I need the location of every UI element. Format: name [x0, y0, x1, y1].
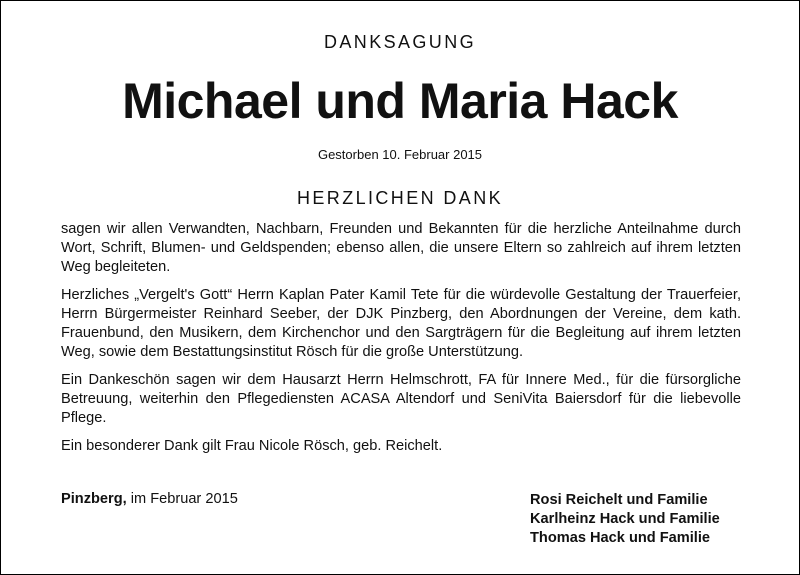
paragraph-special-thanks: Ein besonderer Dank gilt Frau Nicole Rösch, geb. Reichelt. — [61, 438, 443, 454]
thanks-body — [61, 220, 741, 465]
date-text: im Februar 2015 — [126, 491, 238, 507]
paragraph-ceremony: Herzliches „Vergelt's Gott“ Herrn Kaplan Pater Kamil Tete für die würdevolle Gestaltung der Trauerfeier, Herrn Bürgermeister Reinhard Seeber, der DJK Pinzberg, den Abordnungen der Vereine, dem kath. Frauenbund, den Musikern, dem Kirchenchor und den Sargträgern für die Begleitung auf ihrem letzten Weg, sowie dem Bestattungsinstitut Rösch für die große Unterstützung. — [61, 287, 741, 360]
thanks-heading: HERZLICHEN DANK — [296, 188, 504, 208]
deceased-names: Michael und Maria Hack — [122, 73, 678, 129]
signatures — [530, 491, 720, 548]
place-date — [61, 491, 238, 507]
death-date: Gestorben 10. Februar 2015 — [317, 147, 483, 162]
signature-line: Thomas Hack und Familie — [530, 530, 711, 546]
paragraph-care: Ein Dankeschön sagen wir dem Hausarzt Herrn Helmschrott, FA für Innere Med., für die fürsorgliche Betreuung, weiterhin den Pflegediensten ACASA Altendorf und SeniVita Baiersdorf für die liebevolle Pflege. — [61, 372, 741, 426]
signature-line: Rosi Reichelt und Familie — [530, 492, 708, 508]
paragraph-relatives: sagen wir allen Verwandten, Nachbarn, Freunden und Bekannten für die herzliche Anteilnahme durch Wort, Schrift, Blumen- und Geldspenden; ebenso allen, die unsere Eltern so zahlreich auf ihrem letzten Weg begleiteten. — [61, 221, 741, 275]
place-name: Pinzberg, — [61, 491, 127, 507]
notice-type-heading: DANKSAGUNG — [323, 32, 477, 52]
signature-line: Karlheinz Hack und Familie — [530, 511, 720, 527]
